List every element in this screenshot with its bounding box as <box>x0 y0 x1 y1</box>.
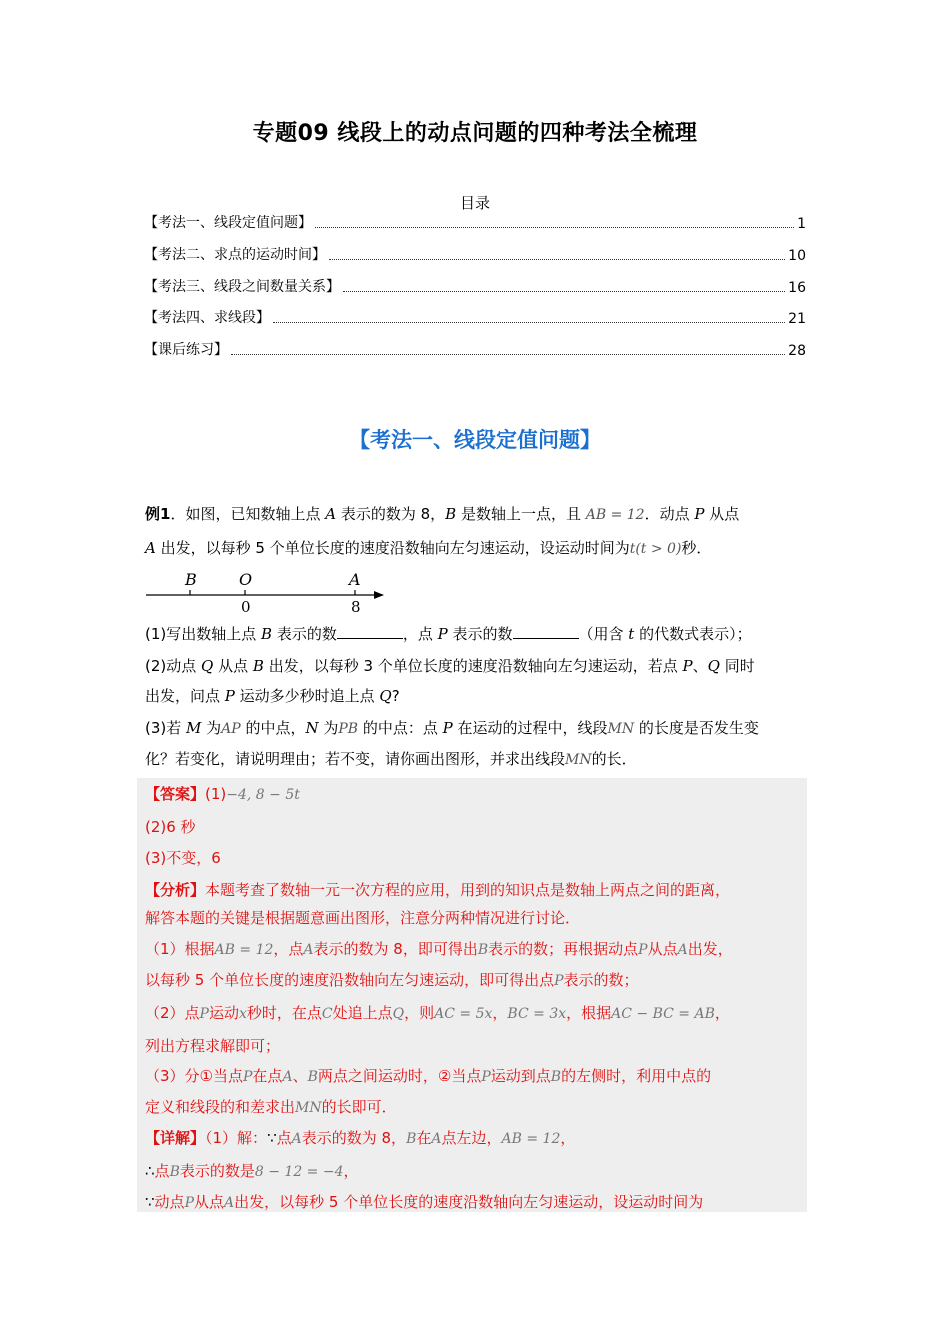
toc-leader-dots <box>315 227 794 228</box>
math-expr: MN <box>607 721 635 737</box>
math-var: C <box>321 1006 333 1022</box>
question-2 <box>145 654 807 678</box>
toc-item[interactable] <box>144 276 806 296</box>
math-var: B <box>169 1164 180 1180</box>
text: ， <box>343 1162 359 1180</box>
answer-line-3: (3)不变，6 <box>145 849 221 867</box>
text: ， <box>560 1129 576 1147</box>
text: 动点 <box>154 1193 185 1211</box>
math-var: Q <box>392 1006 405 1022</box>
text: ，点 <box>273 940 304 958</box>
page-title: 专题09 线段上的动点问题的四种考法全梳理 <box>252 121 698 146</box>
toc-item-label: 【考法三、线段之间数量关系】 <box>144 279 340 295</box>
toc-item-label: 【考法二、求点的运动时间】 <box>144 247 326 263</box>
math-var: M <box>186 719 202 737</box>
question-2-cont <box>145 684 807 708</box>
toc-leader-dots <box>343 291 785 292</box>
text: （2）点 <box>145 1004 200 1022</box>
text: 点 <box>276 1129 292 1147</box>
math-var: P <box>243 1069 253 1085</box>
text: 处追上点 <box>332 1004 393 1022</box>
text: 本题考查了数轴一元一次方程的应用，用到的知识点是数轴上两点之间的距离， <box>205 881 731 899</box>
text: （1）解： <box>205 1129 268 1147</box>
math-expr: AB = 12 <box>501 1131 561 1147</box>
math-expr: MN <box>295 1100 322 1116</box>
text: 表示的数为 8， <box>301 1129 407 1147</box>
example-label: 例1 <box>145 505 171 523</box>
text: 的中点， <box>240 719 306 737</box>
math-expr: AB = 12 <box>214 942 274 958</box>
number-line-figure <box>140 566 390 616</box>
detail-line-3 <box>145 1190 807 1214</box>
text: 的左侧时，利用中点的 <box>561 1067 712 1085</box>
text: 表示的数为 8， <box>336 505 446 523</box>
toc-leader-dots <box>231 354 785 355</box>
math-var: Q <box>707 657 720 675</box>
math-var: P <box>199 1006 209 1022</box>
text: 从点 <box>213 657 253 675</box>
question-3 <box>145 716 807 740</box>
math-var: x <box>238 1006 247 1022</box>
example-line-1 <box>145 502 807 526</box>
math-var: A <box>224 1195 235 1211</box>
math-var: B <box>477 942 489 958</box>
math-expr: MN <box>565 752 592 768</box>
text: 化？若变化，请说明理由；若不变，请你画出图形，并求出线段 <box>145 750 566 768</box>
text: ，点 <box>402 625 438 643</box>
question-3-cont <box>145 747 807 771</box>
math-var: A <box>303 942 314 958</box>
analysis-line-2: 解答本题的关键是根据题意画出图形，注意分两种情况进行讨论． <box>145 909 581 927</box>
text: 运动 <box>208 1004 239 1022</box>
toc-item-label: 【课后练习】 <box>144 342 228 358</box>
math-var: B <box>406 1131 417 1147</box>
answer-blank[interactable] <box>337 624 403 639</box>
math-var: A <box>291 1131 302 1147</box>
analysis-tag: 【分析】 <box>145 881 206 899</box>
toc-item[interactable] <box>144 212 806 232</box>
math-var: A <box>677 942 688 958</box>
toc-item-page: 28 <box>788 343 806 359</box>
math-expr: AP <box>221 721 241 737</box>
text: 的长． <box>591 750 637 768</box>
math-var: A <box>282 1069 293 1085</box>
math-expr: t(t > 0) <box>629 541 682 557</box>
math-var: P <box>554 973 564 989</box>
math-var: B <box>445 505 457 523</box>
toc-item-page: 16 <box>788 280 806 296</box>
answer-blank[interactable] <box>513 624 579 639</box>
text: 点 <box>154 1162 170 1180</box>
answer-tag: 【答案】 <box>145 785 206 803</box>
math-var: N <box>305 719 319 737</box>
text: 的中点：点 <box>358 719 443 737</box>
question-1 <box>145 622 807 646</box>
text: 、 <box>292 1067 308 1085</box>
math-expr: PB <box>338 721 359 737</box>
math-expr: AB = 12 <box>585 507 645 523</box>
text: 同时 <box>719 657 755 675</box>
math-var: P <box>682 657 693 675</box>
math-var: A <box>145 539 156 557</box>
text: 出发，问点 <box>145 687 225 705</box>
text: 两点之间运动时，②当点 <box>317 1067 482 1085</box>
detail-tag: 【详解】 <box>145 1129 206 1147</box>
text: （用含 <box>578 625 629 643</box>
text: 表示的数 <box>272 625 337 643</box>
toc-item-page: 10 <box>788 248 806 264</box>
analysis-step-2 <box>145 1001 807 1025</box>
math-var: P <box>694 505 705 523</box>
analysis-step-2-cont: 列出方程求解即可； <box>145 1037 281 1055</box>
text: 点左边， <box>441 1129 502 1147</box>
because-symbol: ∵ <box>145 1193 155 1211</box>
point-label-a: A <box>349 570 361 589</box>
math-var: B <box>307 1069 318 1085</box>
text: 在运动的过程中，线段 <box>452 719 608 737</box>
math-var: P <box>224 687 235 705</box>
text: 秒时，在点 <box>246 1004 322 1022</box>
math-var: Q <box>201 657 214 675</box>
text: 表示的数为 8，即可得出 <box>313 940 478 958</box>
text: ．如图，已知数轴上点 <box>170 505 326 523</box>
point-label-b: B <box>185 570 197 589</box>
text: (2)动点 <box>145 657 202 675</box>
text: 表示的数；再根据动点 <box>488 940 639 958</box>
text: 出发，以每秒 5 个单位长度的速度沿数轴向左匀速运动，设运动时间为 <box>155 539 630 557</box>
math-var: P <box>437 625 448 643</box>
example-line-2 <box>145 536 807 560</box>
math-var: P <box>184 1195 194 1211</box>
math-expr: AC − BC = AB <box>611 1006 715 1022</box>
therefore-symbol: ∴ <box>145 1162 155 1180</box>
text: 从点 <box>193 1193 224 1211</box>
math-var: B <box>252 657 264 675</box>
text: (1) <box>205 785 227 803</box>
text: ，根据 <box>566 1004 612 1022</box>
answer-line-2: (2)6 秒 <box>145 818 196 836</box>
tick-label-0: 0 <box>241 598 251 616</box>
toc-heading: 目录 <box>459 194 490 212</box>
text: 表示的数 <box>447 625 513 643</box>
toc-item-page: 1 <box>797 216 806 232</box>
math-var: P <box>481 1069 491 1085</box>
number-line-arrow <box>374 591 384 599</box>
text: 定义和线段的和差求出 <box>145 1098 296 1116</box>
text: 秒． <box>681 539 712 557</box>
because-symbol: ∵ <box>267 1129 277 1147</box>
text: (3)若 <box>145 719 187 737</box>
toc-leader-dots <box>273 322 785 323</box>
toc-item-page: 21 <box>788 311 806 327</box>
detail-line-2 <box>145 1159 807 1183</box>
analysis-step-1-cont <box>145 968 807 992</box>
text: 为 <box>201 719 222 737</box>
text: 运动多少秒时追上点 <box>234 687 380 705</box>
text: 出发， <box>687 940 733 958</box>
math-var: B <box>261 625 273 643</box>
text: （1）根据 <box>145 940 215 958</box>
text: （3）分①当点 <box>145 1067 243 1085</box>
point-label-o: O <box>239 570 253 589</box>
math-var: A <box>325 505 337 523</box>
math-var: B <box>550 1069 562 1085</box>
text: 表示的数是 <box>179 1162 255 1180</box>
text: 、 <box>692 657 708 675</box>
text: (1)写出数轴上点 <box>145 625 262 643</box>
toc-item[interactable] <box>144 307 806 327</box>
analysis-step-3-cont <box>145 1095 807 1119</box>
math-expr: 8 − 12 = −4 <box>254 1164 344 1180</box>
analysis-step-3 <box>145 1064 807 1088</box>
toc-item[interactable] <box>144 244 806 264</box>
toc-item[interactable] <box>144 339 806 359</box>
math-expr: BC = 3x <box>507 1006 567 1022</box>
math-expr: −4, 8 − 5t <box>226 787 300 803</box>
text: ， <box>714 1004 730 1022</box>
text: 在点 <box>252 1067 283 1085</box>
text: 出发，以每秒 3 个单位长度的速度沿数轴向左匀速运动，若点 <box>263 657 683 675</box>
text: ，则 <box>404 1004 435 1022</box>
text: 从点 <box>647 940 678 958</box>
text: 是数轴上一点，且 <box>456 505 586 523</box>
toc-item-label: 【考法一、线段定值问题】 <box>144 215 312 231</box>
toc-item-label: 【考法四、求线段】 <box>144 310 270 326</box>
toc-leader-dots <box>329 259 785 260</box>
text: ? <box>391 687 400 705</box>
tick-label-8: 8 <box>351 598 361 616</box>
text: ．动点 <box>644 505 695 523</box>
text: 在 <box>416 1129 432 1147</box>
text: 的长度是否发生变 <box>634 719 759 737</box>
text: 的代数式表示）； <box>634 625 752 643</box>
text: ， <box>492 1004 508 1022</box>
math-var: t <box>628 625 635 643</box>
section-heading: 【考法一、线段定值问题】 <box>349 428 601 452</box>
math-var: P <box>442 719 453 737</box>
detail-line-1 <box>145 1126 807 1150</box>
text: 运动到点 <box>490 1067 551 1085</box>
text: 的长即可． <box>321 1098 397 1116</box>
analysis-step-1 <box>145 937 807 961</box>
analysis-line-1 <box>145 878 807 902</box>
answer-line-1 <box>145 782 807 806</box>
text: 表示的数； <box>563 971 639 989</box>
math-var: Q <box>379 687 392 705</box>
math-var: P <box>638 942 648 958</box>
text: 从点 <box>704 505 740 523</box>
math-var: A <box>431 1131 442 1147</box>
text: 出发，以每秒 5 个单位长度的速度沿数轴向左匀速运动，设运动时间为 <box>234 1193 704 1211</box>
text: 以每秒 5 个单位长度的速度沿数轴向左匀速运动，即可得出点 <box>145 971 555 989</box>
text: 为 <box>318 719 339 737</box>
math-expr: AC = 5x <box>434 1006 493 1022</box>
